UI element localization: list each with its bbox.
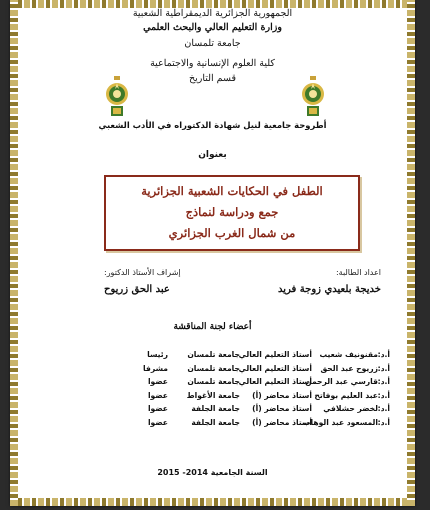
title-box	[104, 175, 360, 251]
title-line-2: جمع ودراسة لنماذج	[185, 205, 279, 219]
document-page	[10, 0, 415, 506]
committee-role: عضوا	[147, 377, 168, 387]
page-border-top	[10, 0, 415, 8]
committee-university: جامعة الأغواط	[186, 390, 240, 400]
student-name: خديجة بلعيدي زوجة فريد	[277, 284, 381, 295]
committee-name: المسعود عبد الوهاب	[302, 418, 378, 427]
committee-num: أ.د:	[377, 363, 390, 373]
committee-num: أ.د:	[377, 377, 390, 387]
table-row	[90, 404, 390, 417]
header-department: قسم التاريخ	[188, 73, 237, 84]
committee-name: عبد العليم بوفاتح	[314, 390, 378, 400]
page-border-bottom	[10, 498, 415, 506]
committee-name: قارسي عبد الرحمن	[305, 377, 378, 387]
header-university: جامعة تلمسان	[184, 38, 241, 49]
table-row	[90, 364, 390, 377]
table-row	[90, 418, 390, 431]
committee-role: عضوا	[147, 404, 168, 414]
committee-university: جامعة تلمسان	[187, 363, 240, 373]
table-row	[90, 377, 390, 390]
committee-name: زريوح عبد الحق	[320, 363, 378, 373]
under-title-label: بعنوان	[198, 150, 227, 160]
table-row	[90, 391, 390, 404]
university-emblem-icon	[104, 76, 130, 120]
header-ministry: وزارة التعليم العالي والبحث العلمي	[143, 22, 282, 33]
committee-university: جامعة تلمسان	[187, 377, 240, 387]
header-republic: الجمهورية الجزائرية الديمقراطية الشعبية	[132, 8, 293, 19]
committee-num: أ.د:	[377, 404, 390, 414]
header-faculty: كلية العلوم الإنسانية والاجتماعية	[150, 58, 275, 69]
committee-rank: أستاذ محاضر (أ)	[252, 390, 312, 400]
committee-rank: أستاذ التعليم العالي	[238, 377, 312, 387]
committee-name: مقنونيف شعيب	[319, 350, 378, 359]
university-emblem-icon	[300, 76, 326, 120]
committee-num: أ.د:	[377, 418, 390, 427]
supervisor-name: عبد الحق زريوح	[104, 284, 170, 295]
committee-num: أ.د:	[377, 390, 390, 400]
supervisor-label: إشراف الأستاذ الدكتور:	[104, 268, 181, 277]
thesis-type: أطروحة جامعية لنيل شهادة الدكتوراه في الأدب الشعبي	[98, 120, 327, 130]
table-row	[90, 350, 390, 363]
committee-role: رئيسا	[147, 350, 168, 359]
committee-title: أعضاء لجنة المناقشة	[173, 322, 252, 332]
committee-rank: أستاذ محاضر (أ)	[252, 418, 312, 427]
committee-rank: أستاذ محاضر (أ)	[252, 404, 312, 414]
title-line-1: الطفل في الحكايات الشعبية الجزائرية	[141, 184, 323, 198]
committee-role: عضوا	[147, 390, 168, 400]
committee-university: جامعة الجلفة	[191, 404, 240, 414]
committee-university: جامعة تلمسان	[187, 350, 240, 359]
committee-num: أ.د:	[377, 350, 390, 359]
academic-year: السنة الجامعية 2014- 2015	[157, 468, 268, 477]
committee-role: عضوا	[147, 418, 168, 427]
committee-rank: أستاذ التعليم العالي	[238, 350, 312, 359]
committee-name: لخضر حشلافي	[323, 404, 378, 414]
title-line-3: من شمال الغرب الجزائري	[168, 226, 296, 240]
student-label: اعداد الطالبة:	[335, 268, 381, 277]
committee-role: مشرفا	[143, 363, 168, 373]
committee-university: جامعة الجلفة	[191, 418, 240, 427]
committee-rank: أستاذ التعليم العالي	[238, 363, 312, 373]
